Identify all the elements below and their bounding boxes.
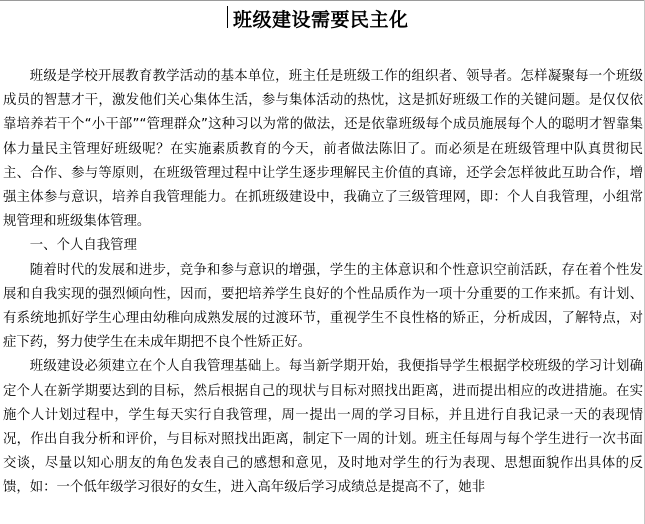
title-row xyxy=(3,3,643,33)
paragraph-individual: 随着时代的发展和进步，竞争和参与意识的增强，学生的主体意识和个性意识空前活跃，存在着个性发展和自我实现的强烈倾向性，因而，要把培养学生良好的个性品质作为一项十分重要的工作来抓。有计划、有系统地抓好学生心理由幼稚向成熟发展的过渡环节，重视学生不良性格的矫正，分析成因，了解特点，对症下药，努力使学生在未成年期把不良个性矫正好。 xyxy=(3,262,643,351)
document-text[interactable] xyxy=(3,65,643,501)
section-heading: 一、个人自我管理 xyxy=(29,238,137,254)
paragraph-intro: 班级是学校开展教育教学活动的基本单位，班主任是班级工作的组织者、领导者。怎样凝聚每一个班级成员的智慧才干，激发他们关心集体生活，参与集体活动的热忱，这是抓好班级工作的关键问题。是仅仅依靠培养若干个“小干部”“管理群众”这种习以为常的做法，还是依靠班级每个成员施展每个人的聪明才智靠集体力量民主管理好班级呢？在实施素质教育的今天，前者做法陈旧了。而必须是在班级管理中队真贯彻民主、合作、参与等原则，在班级管理过程中让学生逐步理解民主价值的真谛，还学会怎样彼此互助合作，增强主体参与意识，培养自我管理能力。在抓班级建设中，我确立了三级管理网，即：个人自我管理，小组常规管理和班级集体管理。 xyxy=(3,69,643,230)
paragraph-self-management: 班级建设必须建立在个人自我管理基础上。每当新学期开始，我便指导学生根据学校班级的学习计划确定个人在新学期要达到的目标，然后根据自己的现状与目标对照找出距离，进而提出相应的改进措施。在实施个人计划过程中，学生每天实行自我管理，周一提出一周的学习目标，并且进行自我记录一天的表现情况，作出自我分析和评价，与目标对照找出距离，制定下一周的计划。班主任每周与每个学生进行一次书面交谈，尽量以知心朋友的角色发表自己的感想和意见，及时地对学生的行为表现、思想面貌作出具体的反馈，如：一个低年级学习很好的女生，进入高年级后学习成绩总是提高不了，她非 xyxy=(3,359,643,496)
top-border xyxy=(0,0,645,1)
document-title: 班级建设需要民主化 xyxy=(233,9,409,31)
document-body[interactable] xyxy=(3,3,643,501)
text-cursor xyxy=(227,6,228,28)
